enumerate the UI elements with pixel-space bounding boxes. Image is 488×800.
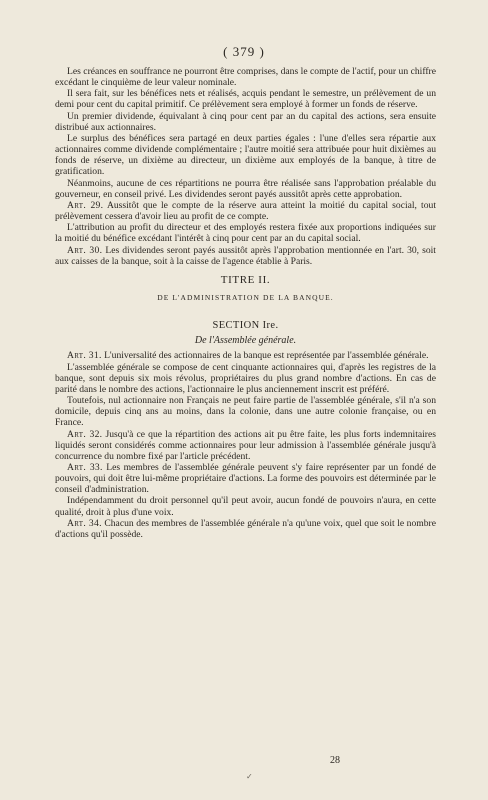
article-label: Art. 34.: [67, 517, 102, 529]
article-paragraph: [55, 518, 436, 540]
article-text: Jusqu'à ce que la répartition des actions ait pu être faite, les plus forts indemnitaires liquidés seront considérés comme actionnaires pour leur admission à l'assemblée générale jusqu'à concurrence du nombre fixé par l'article précédent.: [55, 428, 436, 462]
titre-sub-heading: DE L'ADMINISTRATION DE LA BANQUE.: [157, 292, 334, 302]
article-label: Art. 29.: [67, 199, 104, 211]
body-paragraph: Toutefois, nul actionnaire non Français ne peut faire partie de l'assemblée générale, s'il n'a son domicile, depuis cinq ans au moins, dans la colonie, dans une autre colonie française, ou en France.: [55, 395, 436, 429]
article-text: Les dividendes seront payés aussitôt après l'approbation mentionnée en l'art. 30, soit aux caisses de la banque, soit à la caisse de l'agence établie à Paris.: [55, 244, 436, 267]
body-paragraph: Néanmoins, aucune de ces répartitions ne pourra être réalisée sans l'approbation préalable du gouverneur, en conseil privé. Les dividendes seront payés aussitôt après cette approbation.: [55, 177, 436, 200]
article-paragraph: [55, 245, 436, 267]
article-text: Chacun des membres de l'assemblée générale n'a qu'une voix, quel que soit le nombre d'actions qu'il possède.: [55, 517, 436, 540]
titre-heading: TITRE II.: [220, 273, 271, 286]
article-label: Art. 30.: [67, 244, 103, 256]
body-paragraph: Les créances en souffrance ne pourront être comprises, dans le compte de l'actif, pour un chiffre excédant le cinquième de leur valeur nominale.: [55, 66, 436, 89]
article-text: Aussitôt que le compte de la réserve aura atteint la moitié du capital social, tout prélèvement cessera d'avoir lieu au profit de ce compte.: [55, 199, 436, 223]
article-paragraph: [55, 350, 436, 361]
body-paragraph: Le surplus des bénéfices sera partagé en deux parties égales : l'une d'elles sera répartie aux actionnaires comme dividende complémentaire ; l'autre moitié sera attribuée pour huit dixièmes au fonds de réserve, un dixième au directeur, un dixième aux employés de la banque, à titre de gratification.: [55, 132, 436, 178]
body-paragraph: L'attribution au profit du directeur et des employés restera fixée aux proportions indiquées sur la moitié du bénéfice excédant l'intérêt à cinq pour cent par an du capital social.: [55, 222, 436, 245]
article-paragraph: [55, 200, 436, 222]
section-sub-heading: De l'Assemblée générale.: [194, 335, 297, 347]
body-paragraph: Un premier dividende, équivalant à cinq pour cent par an du capital des actions, sera ensuite distribué aux actionnaires.: [55, 110, 436, 133]
article-text: Les membres de l'assemblée générale peuvent s'y faire représenter par un fondé de pouvoirs, qui doit être lui-même propriétaire d'actions. La forme des pouvoirs est déterminée par le conseil d'administration.: [55, 462, 436, 496]
body-paragraph: L'assemblée générale se compose de cent cinquante actionnaires qui, d'après les registres de la banque, sont depuis six mois révolus, propriétaires du plus grand nombre d'actions. En cas de parité dans le nombre des actions, l'actionnaire le plus anciennement inscrit est préféré.: [55, 361, 436, 395]
article-paragraph: [55, 429, 436, 462]
article-label: Art. 31.: [67, 350, 102, 362]
page-number: ( 379 ): [223, 44, 265, 59]
article-paragraph: [55, 462, 436, 495]
section-heading: SECTION Ire.: [212, 320, 279, 332]
signature-mark: 28: [330, 755, 340, 766]
body-paragraph: Il sera fait, sur les bénéfices nets et réalisés, acquis pendant le semestre, un prélèvement de un demi pour cent du capital primitif. Ce prélèvement sera employé à former un fonds de réserve.: [55, 88, 436, 111]
article-label: Art. 33.: [67, 462, 103, 473]
article-text: L'universalité des actionnaires de la banque est représentée par l'assemblée générale.: [104, 350, 429, 362]
article-label: Art. 32.: [67, 428, 103, 440]
check-mark-icon: ✓: [246, 772, 253, 781]
body-text: [55, 66, 436, 540]
body-paragraph: Indépendamment du droit personnel qu'il peut avoir, aucun fondé de pouvoirs n'aura, en cette qualité, droit à plus d'une voix.: [55, 495, 436, 518]
